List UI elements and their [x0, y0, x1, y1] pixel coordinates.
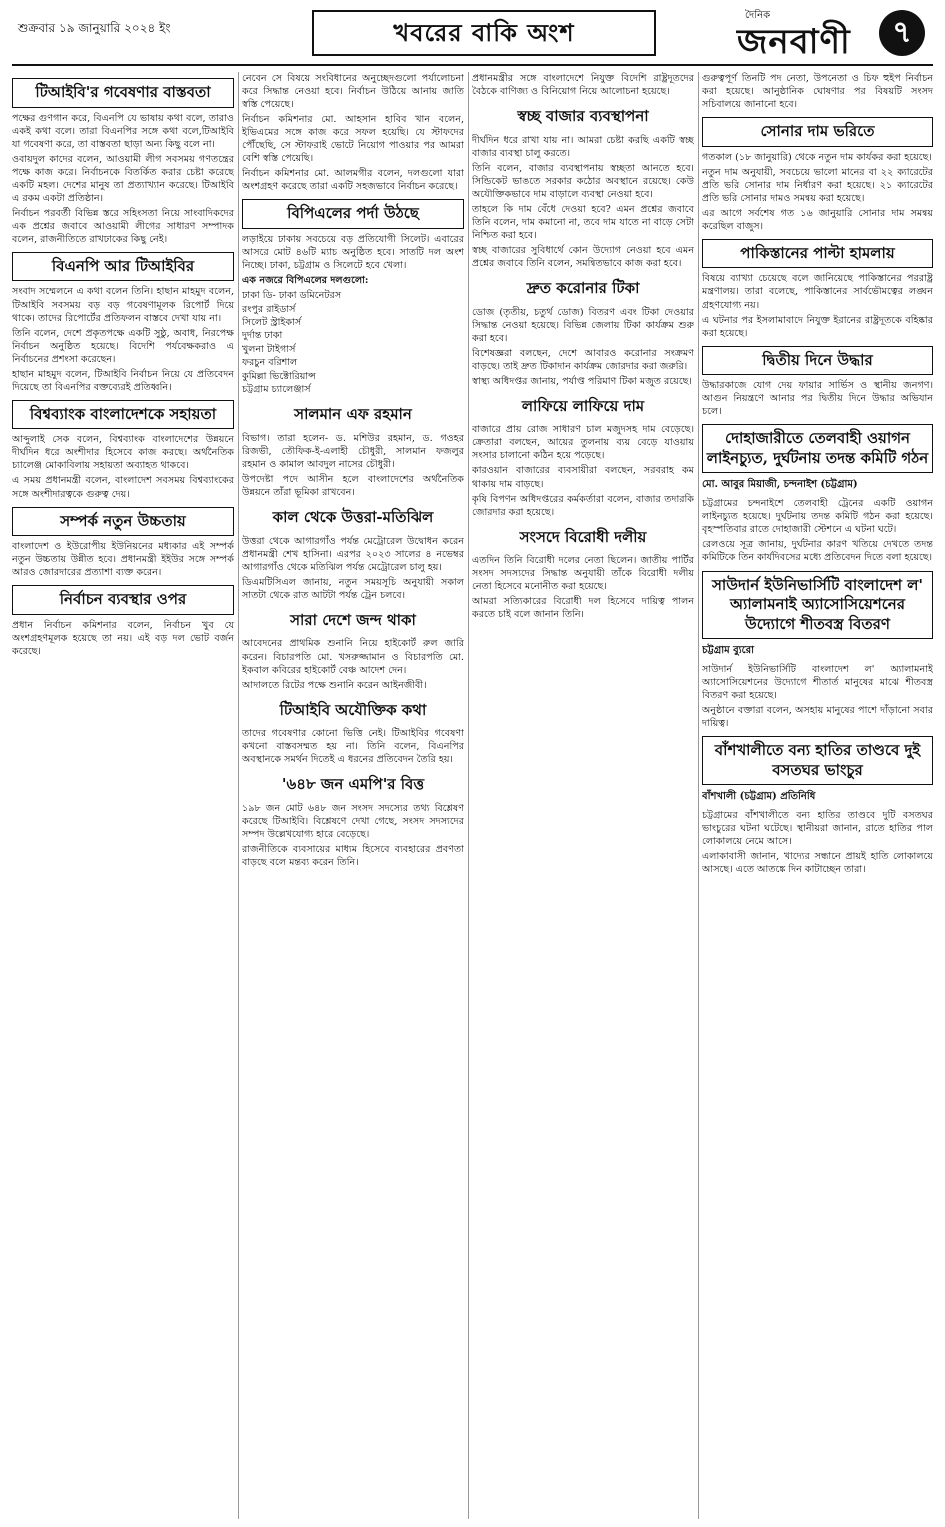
story-ec-continued [242, 72, 464, 193]
paragraph: স্বচ্ছ বাজারের সুবিধার্থে কোন উদ্যোগ নেওয়া হবে এমন প্রশ্নের জবাবে তিনি বলেন, সমন্বিতভাবে কাজ করা হবে। [472, 244, 694, 270]
story-salman-f-rahman [242, 402, 464, 499]
story-rescue [702, 346, 933, 419]
paragraph: তিনি বলেন, বাজার ব্যবস্থাপনায় স্বচ্ছতা আনতে হবে। সিন্ডিকেট ভাঙতে সরকার কঠোর অবস্থানে রয়েছে। কেউ অযৌক্তিকভাবে দাম বাড়ালে ব্যবস্থা নেওয়া হবে। [472, 162, 694, 200]
story-price-surge [472, 394, 694, 519]
paragraph: কৃষি বিপণন অধিদপ্তরের কর্মকর্তারা বলেন, বাজার তদারকি জোরদার করা হয়েছে। [472, 493, 694, 518]
story-corona-vaccine [472, 276, 694, 388]
paragraph: অনুষ্ঠানে বক্তারা বলেন, অসহায় মানুষের পাশে দাঁড়ানো সবার দায়িত্ব। [702, 705, 933, 730]
paragraph: ১৯৮ জন মোট ৬৪৮ জন সংসদ সদস্যের তথ্য বিশ্লেষণ করেছে টিআইবি। বিশ্লেষণে দেখা গেছে, সংসদ সদস্যদের সম্পদ উল্লেখযোগ্য হারে বেড়েছে। [242, 802, 464, 840]
headline: টিআইবি'র গবেষণার বাস্তবতা [12, 78, 234, 108]
paragraph: এতদিন তিনি বিরোধী দলের নেতা ছিলেন। জাতীয় পার্টির সংসদ সদস্যদের সিদ্ধান্ত অনুযায়ী তাঁকে বিরোধী দলীয় নেতা হিসেবে মনোনীত করা হয়েছে। [472, 555, 694, 593]
team-list [242, 289, 464, 396]
brand-name: জনবাণী [737, 22, 851, 62]
paragraph: তাদের গবেষণার কোনো ভিত্তি নেই। টিআইবির গবেষণা কখনো বাস্তবসম্মত হয় না। তিনি বলেন, বিএনপির অবস্থানকে সমর্থন দিতেই এ ধরনের প্রতিবেদন তৈরি হয়। [242, 728, 464, 766]
paragraph: চট্টগ্রামের চন্দনাইশে তেলবাহী ট্রেনের একটি ওয়াগন লাইনচ্যুত হয়েছে। দুর্ঘটনায় তদন্ত কমিটি গঠন করা হয়েছে। বৃহস্পতিবার রাতে দোহাজারী স্টেশনে এ ঘটনা ঘটে। [702, 498, 933, 536]
column-divider [238, 72, 239, 1519]
story-bpl [242, 199, 464, 396]
story-tib-irrational [242, 698, 464, 767]
list-item: রংপুর রাইডার্স [242, 303, 296, 315]
story-opposition-leader [472, 525, 694, 622]
story-market-management [472, 104, 694, 270]
headline: বাঁশখালীতে বন্য হাতির তাণ্ডবে দুই বসতঘর ভাংচুর [702, 736, 933, 785]
paragraph: প্রধানমন্ত্রীর সঙ্গে বাংলাদেশে নিযুক্ত বিদেশি রাষ্ট্রদূতদের বৈঠকে বাণিজ্য ও বিনিয়োগ নিয়ে আলোচনা হয়েছে। [472, 73, 694, 98]
paragraph: নেবেন সে বিষয়ে সংবিধানের অনুচ্ছেদগুলো পর্যালোচনা করে সিদ্ধান্ত নেওয়া হবে। নির্বাচন উঠিয়ে আনায় জাতি স্বস্তি পেয়েছে। [242, 73, 464, 111]
column-4 [702, 72, 933, 1519]
story-derailment [702, 424, 933, 564]
paragraph: আমরা সত্যিকারের বিরোধী দল হিসেবে দায়িত্ব পালন করতে চাই বলে জানান তিনি। [472, 596, 694, 621]
column-1 [12, 72, 234, 1519]
paragraph: পক্ষের গুণগান করে, বিএনপি যে ভাষায় কথা বলে, তারাও একই কথা বলে। তারা বিএনপির সঙ্গে কথা বলে,টিআইবি যা গবেষণা করে, তা বাস্তবতা ছাড়া অন্য কিছু বলে না। [12, 112, 234, 150]
paragraph: তিনি বলেন, দেশে প্রকৃতপক্ষে একটি সুষ্ঠু, অবাধ, নিরপেক্ষ নির্বাচন অনুষ্ঠিত হয়েছে। বিদেশি পর্যবেক্ষকরাও এ নির্বাচনের প্রশংসা করেছেন। [12, 327, 234, 365]
headline: সোনার দাম ভরিতে [702, 117, 933, 147]
headline: '৬৪৮ জন এমপি'র বিত্ত [281, 775, 425, 794]
brand-prefix: দৈনিক [745, 10, 771, 21]
paragraph: রেলওয়ে সূত্র জানায়, দুর্ঘটনার কারণ খতিয়ে দেখতে তদন্ত কমিটিকে তিন কার্যদিবসের মধ্যে প্রতিবেদন দিতে বলা হয়েছে। [702, 539, 933, 564]
paragraph: গতকাল (১৮ জানুয়ারি) থেকে নতুন দাম কার্যকর করা হয়েছে। [702, 151, 932, 163]
headline: সংসদে বিরোধী দলীয় [519, 527, 647, 546]
paragraph: আদালতে রিটের পক্ষে শুনানি করেন আইনজীবী। [242, 679, 427, 691]
headline: পাকিস্তানের পাল্টা হামলায় [702, 239, 933, 269]
headline: দ্রুত করোনার টিকা [526, 279, 640, 298]
paragraph: উপদেষ্টা পদে আসীন হলে বাংলাদেশের অর্থনৈতিক উন্নয়নে তাঁরা ভূমিকা রাখবেন। [242, 474, 464, 499]
headline: দোহাজারীতে তেলবাহী ওয়াগন লাইনচ্যুত, দুর্ঘটনায় তদন্ত কমিটি গঠন [702, 424, 933, 473]
column-divider [468, 72, 469, 1519]
headline: স্বচ্ছ বাজার ব্যবস্থাপনা [517, 107, 649, 126]
paragraph: নির্বাচন কমিশনার মো. আলমগীর বলেন, দলগুলো যারা অংশগ্রহণ করেছে তারা একটি সহজভাবে নির্বাচন করেছে। [242, 168, 464, 193]
list-item: ফরচুন বরিশাল [242, 357, 298, 369]
list-item: খুলনা টাইগার্স [242, 343, 296, 355]
headline: কাল থেকে উত্তরা-মতিঝিল [272, 508, 434, 527]
list-item: ঢাকা ডি- ঢাকা ডমিনেটরস [242, 290, 342, 302]
headline: সম্পর্ক নতুন উচ্চতায় [12, 507, 234, 537]
section-title: খবরের বাকি অংশ [312, 10, 656, 56]
paragraph: বাংলাদেশ ও ইউরোপীয় ইউনিয়নের মধ্যকার এই সম্পর্ক নতুন উচ্চতায় উন্নীত হবে। প্রধানমন্ত্রী ইইউর সঙ্গে সম্পর্ক আরও জোরদারের প্রত্যাশা ব্যক্ত করেন। [12, 541, 234, 579]
paragraph: গুরুত্বপূর্ণ তিনটি পদ নেতা, উপনেতা ও চিফ হুইপ নির্বাচন করা হয়েছে। আনুষ্ঠানিক ঘোষণার পর বিষয়টি সংসদ সচিবালয়ে জানানো হবে। [702, 73, 933, 111]
paragraph: ওবায়দুল কাদের বলেন, আওয়ামী লীগ সবসময় গণতন্ত্রের পক্ষে কাজ করে। নির্বাচনকে বিতর্কিত করার চেষ্টা করেছে একটি মহল। দেশের মানুষ তা প্রত্যাখ্যান করেছে। টিআইবি এ রকম একটা প্রতিষ্ঠান। [12, 153, 234, 204]
byline: চট্টগ্রাম ব্যুরো [702, 645, 755, 657]
story-continued [702, 72, 933, 111]
column-2 [242, 72, 464, 1519]
story-world-bank [12, 400, 234, 501]
paragraph: লড়াইয়ে ঢাকায় সবচেয়ে বড় প্রতিযোগী সিলেট। এবারের আসরে মোট ৪৬টি ম্যাচ অনুষ্ঠিত হবে। সাতটি দল অংশ নিচ্ছে। ঢাকা, চট্টগ্রাম ও সিলেটে হবে খেলা। [242, 233, 464, 272]
list-item: চট্টগ্রাম চ্যালেঞ্জার্স [242, 384, 311, 396]
paragraph: সংবাদ সম্মেলনে এ কথা বলেন তিনি। হাছান মাহমুদ বলেন, টিআইবি সবসময় বড় বড় গবেষণামূলক রিপোর্ট দিয়ে থাকে। তাদের রিপোর্টের প্রতিফলন বাস্তবে দেখা যায় না। [12, 286, 234, 324]
headline: টিআইবি অযৌক্তিক কথা [279, 700, 427, 719]
byline: বাঁশখালী (চট্টগ্রাম) প্রতিনিধি [702, 791, 816, 803]
story-mp-wealth [242, 772, 464, 869]
story-eu-relations [12, 507, 234, 580]
paragraph: চট্টগ্রামের বাঁশখালীতে বন্য হাতির তাণ্ডবে দুটি বসতঘর ভাংচুরের ঘটনা ঘটেছে। স্থানীয়রা জানান, রাতে হাতির পাল লোকালয়ে নেমে আসে। [702, 810, 933, 848]
paragraph: কারওয়ান বাজারের ব্যবসায়ীরা বলছেন, সরবরাহ কম থাকায় দাম বাড়ছে। [472, 465, 694, 490]
headline: বিএনপি আর টিআইবির [12, 252, 234, 282]
paragraph: ডোজ (তৃতীয়, চতুর্থ ডোজ) বিতরণ এবং টিকা দেওয়ার সিদ্ধান্ত নেওয়া হয়েছে। বিভিন্ন জেলায় টিকা কার্যক্রম শুরু করা হবে। [472, 306, 694, 344]
story-elephant-attack [702, 736, 933, 876]
headline: সালমান এফ রহমান [294, 405, 412, 424]
paragraph: এ ঘটনার পর ইসলামাবাদে নিযুক্ত ইরানের রাষ্ট্রদূতকে বহিষ্কার করা হয়েছে। [702, 314, 933, 339]
paragraph: নতুন দাম অনুযায়ী, সবচেয়ে ভালো মানের বা ২২ ক্যারেটের প্রতি ভরি সোনার দাম নির্ধারণ করা হয়েছে। ২১ ক্যারেটের প্রতি ভরি সোনার দামও সমন্বয় করা হয়েছে। [702, 166, 933, 204]
headline: সাউদার্ন ইউনিভার্সিটি বাংলাদেশ ল' অ্যালামনাই অ্যাসোসিয়েশনের উদ্যোগে শীতবস্ত্র বিতরণ [702, 571, 933, 640]
paragraph: বিভাগ। তারা হলেন- ড. মশিউর রহমান, ড. গওহর রিজভী, তৌফিক-ই-এলাহী চৌধুরী, সালমান ফজলুর রহমান ও কামাল আবদুল নাসের চৌধুরী। [242, 432, 464, 471]
byline: মো. আবুর মিয়াজী, চন্দনাইশ (চট্টগ্রাম) [702, 479, 858, 491]
paragraph: ডিএমটিসিএল জানায়, নতুন সময়সূচি অনুযায়ী সকাল সাতটা থেকে রাত আটটা পর্যন্ত ট্রেন চলবে। [242, 576, 464, 601]
story-bnp-tib [12, 252, 234, 394]
headline: বিশ্বব্যাংক বাংলাদেশকে সহায়তা [12, 400, 234, 430]
paragraph: আব্দুলাই সেক বলেন, বিশ্বব্যাংক বাংলাদেশের উন্নয়নে দীর্ঘদিন ধরে অংশীদার হিসেবে কাজ করছে। অর্থনৈতিক চ্যালেঞ্জ মোকাবিলায় সহায়তা অব্যাহত থাকবে। [12, 434, 234, 472]
paragraph: হাছান মাহমুদ বলেন, টিআইবি নির্বাচন নিয়ে যে প্রতিবেদন দিয়েছে তা বিএনপির বক্তব্যেরই প্রতিধ্বনি। [12, 368, 234, 393]
paragraph: তাহলে কি দাম বেঁধে দেওয়া হবে? এমন প্রশ্নের জবাবে তিনি বলেন, দাম কমানো না, তবে দাম যাতে না বাড়ে সেটা নিশ্চিত করা হবে। [472, 203, 694, 241]
page-number: ৭ [879, 10, 925, 56]
masthead-rule [12, 64, 933, 66]
paragraph: নির্বাচন পরবর্তী বিভিন্ন স্তরে সহিংসতা নিয়ে সাংবাদিকদের এক প্রশ্নের জবাবে আওয়ামী লীগের সাধারণ সম্পাদক বলেন, রাজনীতিতে রাখঢাকের কিছু নেই। [12, 207, 234, 245]
masthead [12, 6, 933, 62]
story-gold-price [702, 117, 933, 233]
story-tib-research [12, 78, 234, 246]
column-divider [698, 72, 699, 1519]
paragraph: উত্তরা থেকে আগারগাঁও পর্যন্ত মেট্রোরেল উদ্বোধন করেন প্রধানমন্ত্রী শেখ হাসিনা। এরপর ২০২৩ সালের ৪ নভেম্বর আগারগাঁও থেকে মতিঝিল পর্যন্ত মেট্রোরেল চালু হয়। [242, 535, 464, 573]
list-item: দুর্দান্ত ঢাকা [242, 330, 283, 342]
list-item: কুমিল্লা ভিক্টোরিয়ান্স [242, 370, 316, 382]
headline: সারা দেশে জন্দ থাকা [290, 610, 416, 629]
headline: বিপিএলের পর্দা উঠছে [242, 199, 464, 229]
paragraph: দীর্ঘদিন ধরে রাখা যায় না। আমরা চেষ্টা করছি একটি স্বচ্ছ বাজার ব্যবস্থা চালু করতে। [472, 134, 694, 159]
paragraph: স্বাস্থ্য অধিদপ্তর জানায়, পর্যাপ্ত পরিমাণ টিকা মজুত রয়েছে। [472, 375, 692, 387]
story-pakistan-strike [702, 239, 933, 340]
paragraph: সাউদার্ন ইউনিভার্সিটি বাংলাদেশ ল' অ্যালামনাই অ্যাসোসিয়েশনের উদ্যোগে শীতার্ত মানুষের মাঝে শীতবস্ত্র বিতরণ করা হয়েছে। [702, 664, 933, 702]
paragraph: আবেদনের প্রাথমিক শুনানি নিয়ে হাইকোর্ট রুল জারি করেন। বিচারপতি মো. খসরুজ্জামান ও বিচারপতি মো. ইকবাল কবিরের হাইকোর্ট বেঞ্চ আদেশ দেন। [242, 638, 464, 676]
paragraph: নির্বাচন কমিশনার মো. আহসান হাবিব খান বলেন, ইভিএমের সঙ্গে কাজ করে সফল হয়েছি। যে স্টাফদের পৌঁছেছি, সে স্টাফরাই ভোটে নিয়োগ পাওয়ার পর আমরা বেশি স্বস্তি পেয়েছি। [242, 114, 464, 165]
newspaper-logo [727, 8, 927, 60]
paragraph: বাজারে প্রায় রোজ সাধারণ চাল মজুদসহ দাম বেড়েছে। ক্রেতারা বলছেন, আয়ের তুলনায় ব্যয় বেড়ে যাওয়ায় সংসার চালানো কঠিন হয়ে পড়েছে। [472, 424, 694, 462]
story-metro-rail [242, 505, 464, 602]
story-winter-clothes [702, 571, 933, 731]
column-3 [472, 72, 694, 1519]
story-election-system [12, 585, 234, 658]
headline: লাফিয়ে লাফিয়ে দাম [521, 396, 645, 415]
headline: নির্বাচন ব্যবস্থার ওপর [12, 585, 234, 615]
paragraph: বিষয়ে ব্যাখ্যা চেয়েছে বলে জানিয়েছে পাকিস্তানের পররাষ্ট্র মন্ত্রণালয়। তারা বলেছে, পাকিস্তানের সার্বভৌমত্বের লঙ্ঘন গ্রহণযোগ্য নয়। [702, 273, 933, 311]
story-continued [472, 72, 694, 98]
paragraph: এলাকাবাসী জানান, খাদ্যের সন্ধানে প্রায়ই হাতি লোকালয়ে আসছে। এতে আতঙ্কে দিন কাটাচ্ছেন তারা। [702, 851, 933, 876]
paragraph: প্রধান নির্বাচন কমিশনার বলেন, নির্বাচন খুব যে অংশগ্রহণমূলক হয়েছে তা নয়। এই বড় দল ভোট বর্জন করেছে। [12, 619, 234, 657]
issue-date: শুক্রবার ১৯ জানুয়ারি ২০২৪ ইং [18, 21, 171, 35]
list-item: সিলেট স্ট্রাইকার্স [242, 316, 302, 328]
paragraph: এর আগে সর্বশেষ গত ১৬ জানুয়ারি সোনার দাম সমন্বয় করেছিল বাজুস। [702, 207, 933, 232]
paragraph: বিশেষজ্ঞরা বলছেন, দেশে আবারও করোনার সংক্রমণ বাড়ছে। তাই দ্রুত টিকাদান কার্যক্রম জোরদার করা জরুরি। [472, 347, 694, 372]
headline: দ্বিতীয় দিনে উদ্ধার [702, 346, 933, 376]
paragraph: এক নজরে বিপিএলের দলগুলো: [242, 275, 369, 287]
paragraph: উদ্ধারকাজে যোগ দেয় ফায়ার সার্ভিস ও স্থানীয় জনগণ। আগুন নিয়ন্ত্রণে আনার পর দ্বিতীয় দিনে উদ্ধার অভিযান চলে। [702, 380, 933, 418]
paragraph: রাজনীতিকে ব্যবসায়ের মাধ্যম হিসেবে ব্যবহারের প্রবণতা বাড়ছে বলে মন্তব্য করেন তিনি। [242, 843, 464, 868]
story-seized-nationwide [242, 608, 464, 692]
paragraph: এ সময় প্রধানমন্ত্রী বলেন, বাংলাদেশ সবসময় বিশ্বব্যাংকের সঙ্গে অংশীদারত্বকে গুরুত্ব দেয়। [12, 475, 234, 500]
